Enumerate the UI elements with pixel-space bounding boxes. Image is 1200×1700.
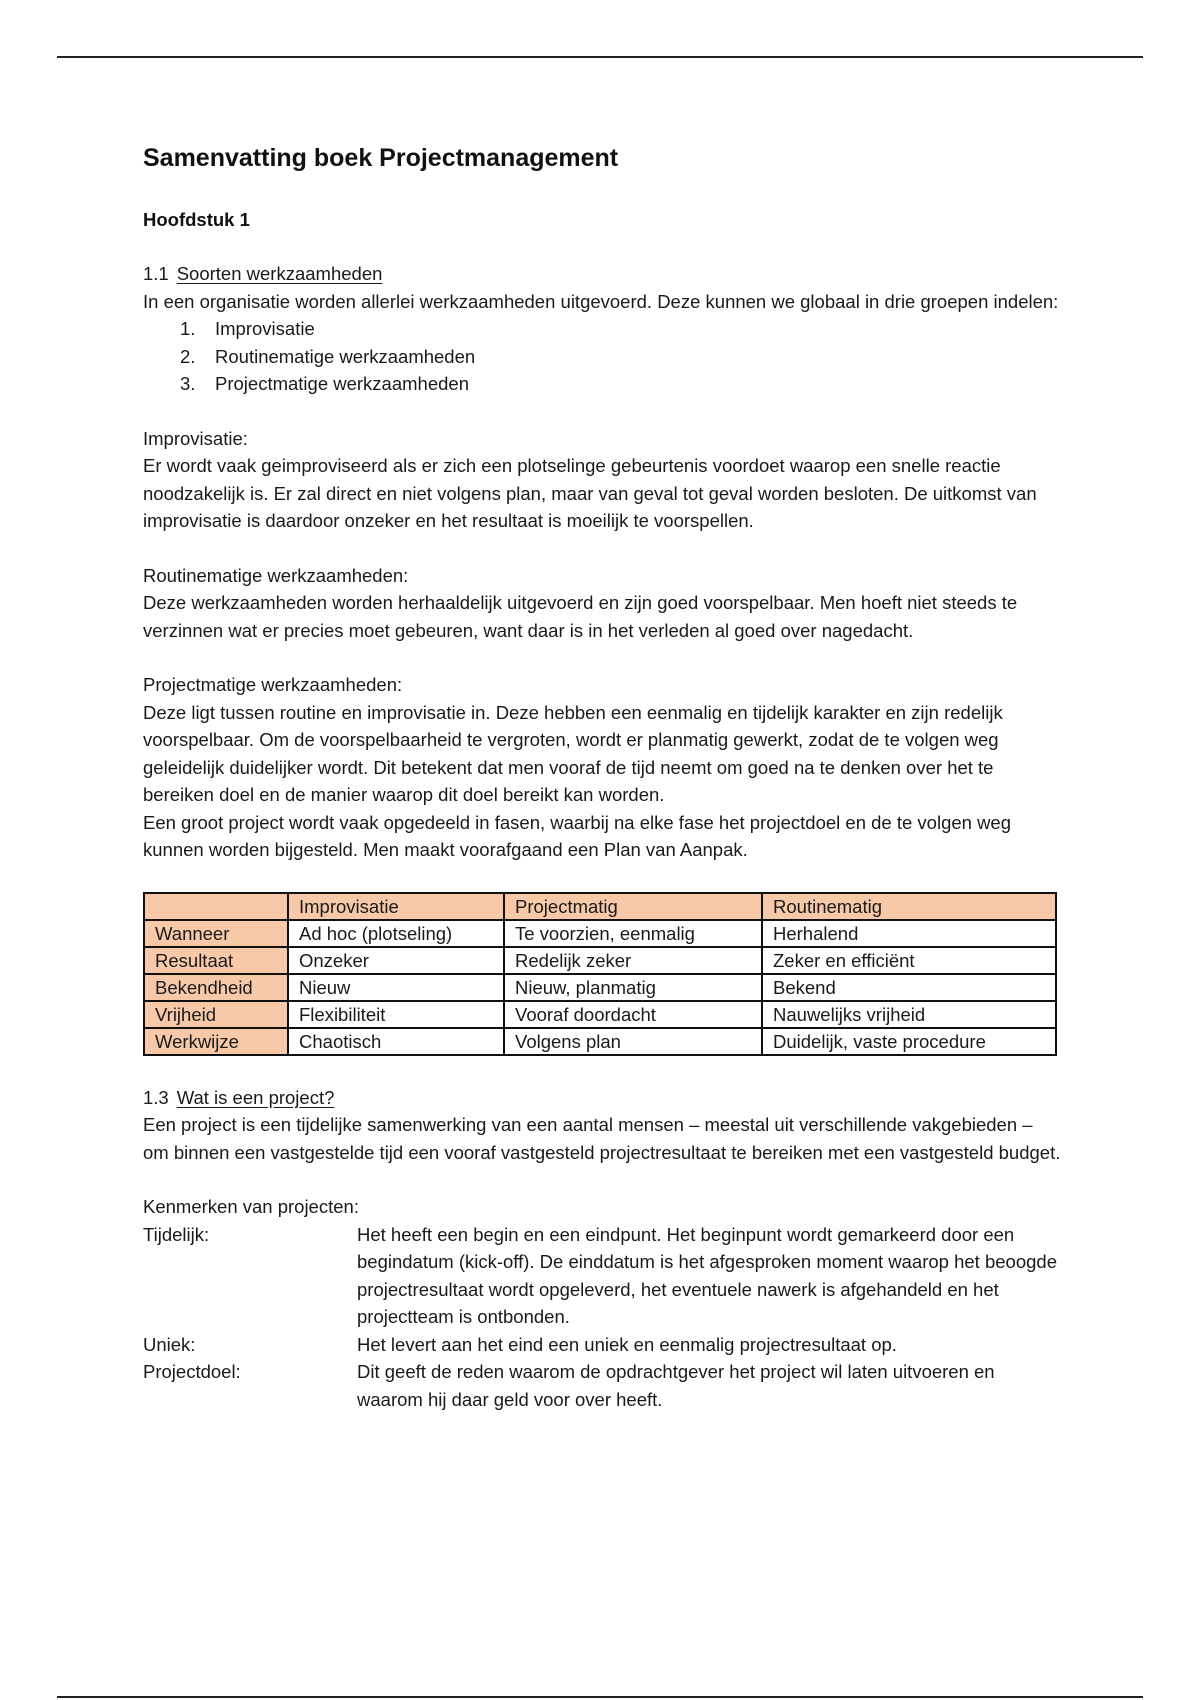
improvisatie-paragraph: Er wordt vaak geimproviseerd als er zich een plotselinge gebeurtenis voordoet waarop een snelle reactie noodzakelijk is. Er zal direct en niet volgens plan, maar van geval tot geval worden besloten. De uitkomst van improvisatie is daardoor onzeker en het resultaat is moeilijk te voorspellen. [143, 455, 1037, 531]
list-label: Improvisatie [215, 318, 315, 339]
list-number: 3. [180, 373, 196, 394]
table-cell: Zeker en efficiënt [762, 947, 1056, 974]
list-label: Projectmatige werkzaamheden [215, 373, 469, 394]
intro-paragraph: In een organisatie worden allerlei werkzaamheden uitgevoerd. Deze kunnen we globaal in drie groepen indelen: [143, 290, 1059, 312]
bottom-rule [57, 1696, 1143, 1698]
table-cell: Nieuw, planmatig [504, 974, 762, 1001]
project-definition-paragraph: Een project is een tijdelijke samenwerking van een aantal mensen – meestal uit verschillende vakgebieden – om binnen een vastgestelde tijd een vooraf vastgesteld projectresultaat te bereiken met een vastgesteld budget. [143, 1114, 1061, 1163]
project-paragraph-2: Een groot project wordt vaak opgedeeld in fasen, waarbij na elke fase het projectdoel en de te volgen weg kunnen worden bijgesteld. Men maakt voorafgaand een Plan van Aanpak. [143, 811, 1012, 860]
list-item [143, 343, 1063, 371]
routine-paragraph: Deze werkzaamheden worden herhaaldelijk uitgevoerd en zijn goed voorspelbaar. Men hoeft niet steeds te verzinnen wat er precies moet gebeuren, want daar is in het verleden al goed over nagedacht. [143, 592, 1018, 641]
list-number: 1. [180, 318, 196, 339]
table-row-header: Werkwijze [144, 1028, 288, 1055]
section-heading-1-1 [143, 260, 1063, 288]
list-item [143, 315, 1063, 343]
table-cell: Bekend [762, 974, 1056, 1001]
kenmerken-heading: Kenmerken van projecten: [143, 1196, 359, 1217]
table-cell: Duidelijk, vaste procedure [762, 1028, 1056, 1055]
section-number: 1.3 [143, 1086, 169, 1108]
project-paragraph-1: Deze ligt tussen routine en improvisatie in. Deze hebben een eenmalig en tijdelijk karakter en zijn redelijk voorspelbaar. Om de voorspelbaarheid te vergroten, wordt er planmatig gewerkt, zodat de te volgen weg geleidelijk duidelijker wordt. Dit betekent dat men vooraf de tijd neemt om goed na te denken over het te bereiken doel en de manier waarop dit doel bereikt kan worden. [143, 701, 1003, 805]
table-cell: Herhalend [762, 920, 1056, 947]
table-header-row [144, 893, 1056, 920]
table-cell: Ad hoc (plotseling) [288, 920, 504, 947]
table-row-header: Bekendheid [144, 974, 288, 1001]
kenmerken-list [143, 1221, 1063, 1414]
comparison-table [143, 892, 1057, 1056]
document-page [143, 140, 1063, 1413]
list-item [143, 370, 1063, 398]
project-heading: Projectmatige werkzaamheden: [143, 674, 403, 695]
table-cell: Vooraf doordacht [504, 1001, 762, 1028]
document-title: Samenvatting boek Projectmanagement [143, 144, 619, 172]
table-row [144, 947, 1056, 974]
table-header-cell: Routinematig [762, 893, 1056, 920]
section-title: Wat is een project? [176, 1086, 335, 1108]
table-row-header: Wanneer [144, 920, 288, 947]
section-title: Soorten werkzaamheden [176, 263, 383, 284]
table-row [144, 920, 1056, 947]
kenmerk-term: Projectdoel: [143, 1361, 241, 1382]
work-types-list [143, 315, 1063, 398]
table-cell: Onzeker [288, 947, 504, 974]
list-number: 2. [180, 345, 196, 367]
table-row [144, 974, 1056, 1001]
table-row-header: Resultaat [144, 947, 288, 974]
list-label: Routinematige werkzaamheden [215, 345, 476, 367]
table-cell: Flexibiliteit [288, 1001, 504, 1028]
top-rule [57, 56, 1143, 58]
table-row [144, 1028, 1056, 1055]
improvisatie-heading: Improvisatie: [143, 427, 248, 449]
section-number: 1.1 [143, 263, 169, 284]
table-header-cell [144, 893, 288, 920]
kenmerk-term: Uniek: [143, 1333, 196, 1355]
table-cell: Chaotisch [288, 1028, 504, 1055]
table-cell: Redelijk zeker [504, 947, 762, 974]
table-header-cell: Improvisatie [288, 893, 504, 920]
kenmerk-description: Het levert aan het eind een uniek en eenmalig projectresultaat op. [357, 1333, 897, 1355]
chapter-heading: Hoofdstuk 1 [143, 209, 250, 230]
table-row [144, 1001, 1056, 1028]
kenmerk-description: Het heeft een begin en een eindpunt. Het beginpunt wordt gemarkeerd door een begindatum (kick-off). De einddatum is het afgesproken moment waarop het beoogde projectresultaat wordt opgeleverd, het eventuele nawerk is afgehandeld en het projectteam is ontbonden. [357, 1223, 1057, 1327]
table-header-cell: Projectmatig [504, 893, 762, 920]
kenmerk-term: Tijdelijk: [143, 1223, 210, 1245]
table-cell: Te voorzien, eenmalig [504, 920, 762, 947]
kenmerk-description: Dit geeft de reden waarom de opdrachtgever het project wil laten uitvoeren en waarom hij daar geld voor over heeft. [357, 1361, 995, 1410]
section-heading-1-3 [143, 1084, 1063, 1112]
table-cell: Volgens plan [504, 1028, 762, 1055]
table-row-header: Vrijheid [144, 1001, 288, 1028]
table-cell: Nieuw [288, 974, 504, 1001]
routine-heading: Routinematige werkzaamheden: [143, 564, 409, 586]
table-cell: Nauwelijks vrijheid [762, 1001, 1056, 1028]
